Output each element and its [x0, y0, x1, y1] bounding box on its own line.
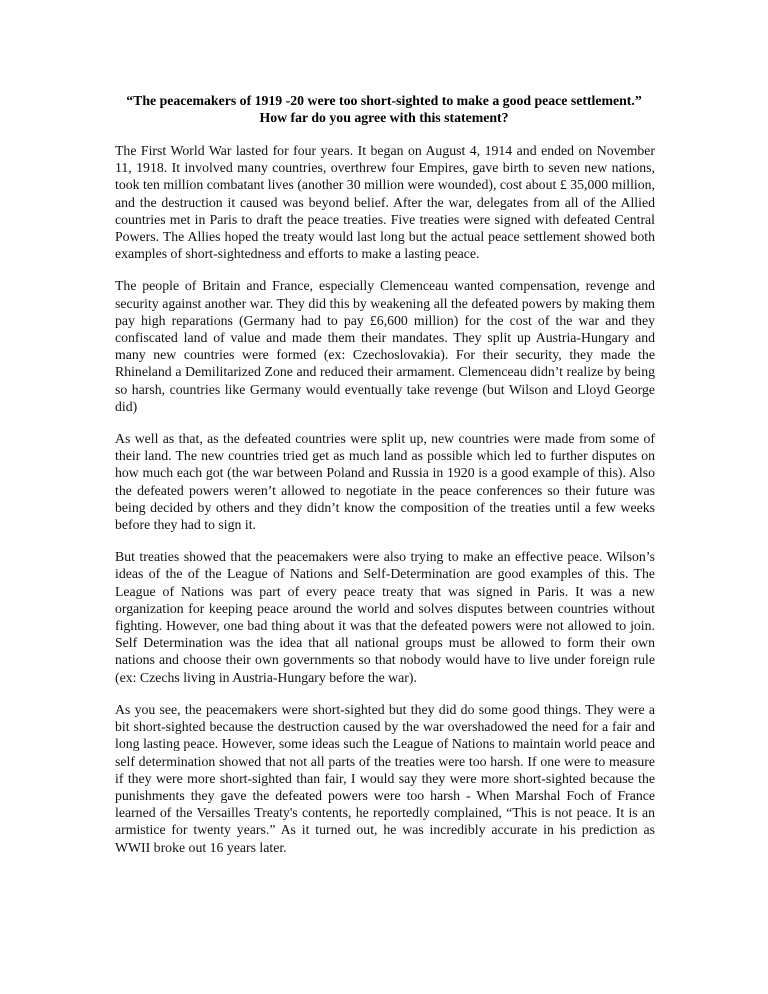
paragraph-5: As you see, the peacemakers were short-sighted but they did do some good things. They were a bit short-sighted because the destruction caused by the war overshadowed the need for a fair and long lasting peace. However, some ideas such the League of Nations to maintain world peace and self determination showed that not all parts of the treaties were too harsh. If one were to measure if they were more short-sighted than fair, I would say they were more short-sighted because the punishments they gave the defeated powers were too harsh - When Marshal Foch of France learned of the Versailles Treaty's contents, he reportedly complained, “This is not peace. It is an armistice for twenty years.” As it turned out, he was incredibly accurate in his prediction as WWII broke out 16 years later. [115, 701, 655, 855]
essay-body [115, 142, 655, 871]
paragraph-1: The First World War lasted for four years. It began on August 4, 1914 and ended on November 11, 1918. It involved many countries, overthrew four Empires, gave birth to seven new nations, took ten million combatant lives (another 30 million were wounded), cost about £ 35,000 million, and the destruction it caused was beyond belief. After the war, delegates from all of the Allied countries met in Paris to draft the peace treaties. Five treaties were signed with defeated Central Powers. The Allies hoped the treaty would last long but the actual peace settlement showed both examples of short-sightedness and efforts to make a lasting peace. [115, 143, 655, 262]
paragraph-4: But treaties showed that the peacemakers were also trying to make an effective peace. Wilson’s ideas of the of the League of Nations and Self-Determination are good examples of this. The League of Nations was part of every peace treaty that was signed in Paris. It was a new organization for keeping peace around the world and solves disputes between countries without fighting. However, one bad thing about it was that the defeated powers were not allowed to join. Self Determination was the idea that all national groups must be allowed to form their own nations and choose their own governments so that nobody would have to live under foreign rule (ex: Czechs living in Austria-Hungary before the war). [115, 549, 655, 685]
paragraph-3: As well as that, as the defeated countries were split up, new countries were made from some of their land. The new countries tried get as much land as possible which led to further disputes on how much each got (the war between Poland and Russia in 1920 is a good example of this). Also the defeated powers weren’t allowed to negotiate in the peace conferences so their future was being decided by others and they didn’t know the composition of the treaties until a few weeks before they had to sign it. [115, 431, 655, 533]
essay-title: “The peacemakers of 1919 -20 were too short-sighted to make a good peace settlement.” How far do you agree with this statement? [126, 93, 642, 125]
paragraph-2: The people of Britain and France, especially Clemenceau wanted compensation, revenge and security against another war. They did this by weakening all the defeated powers by making them pay high reparations (Germany had to pay £6,600 million) for the cost of the war and they confiscated land of value and made them their mandates. They split up Austria-Hungary and many new countries were formed (ex: Czechoslovakia). For their security, they made the Rhineland a Demilitarized Zone and reduced their armament. Clemenceau didn’t realize by being so harsh, countries like Germany would eventually take revenge (but Wilson and Lloyd George did) [115, 278, 655, 414]
